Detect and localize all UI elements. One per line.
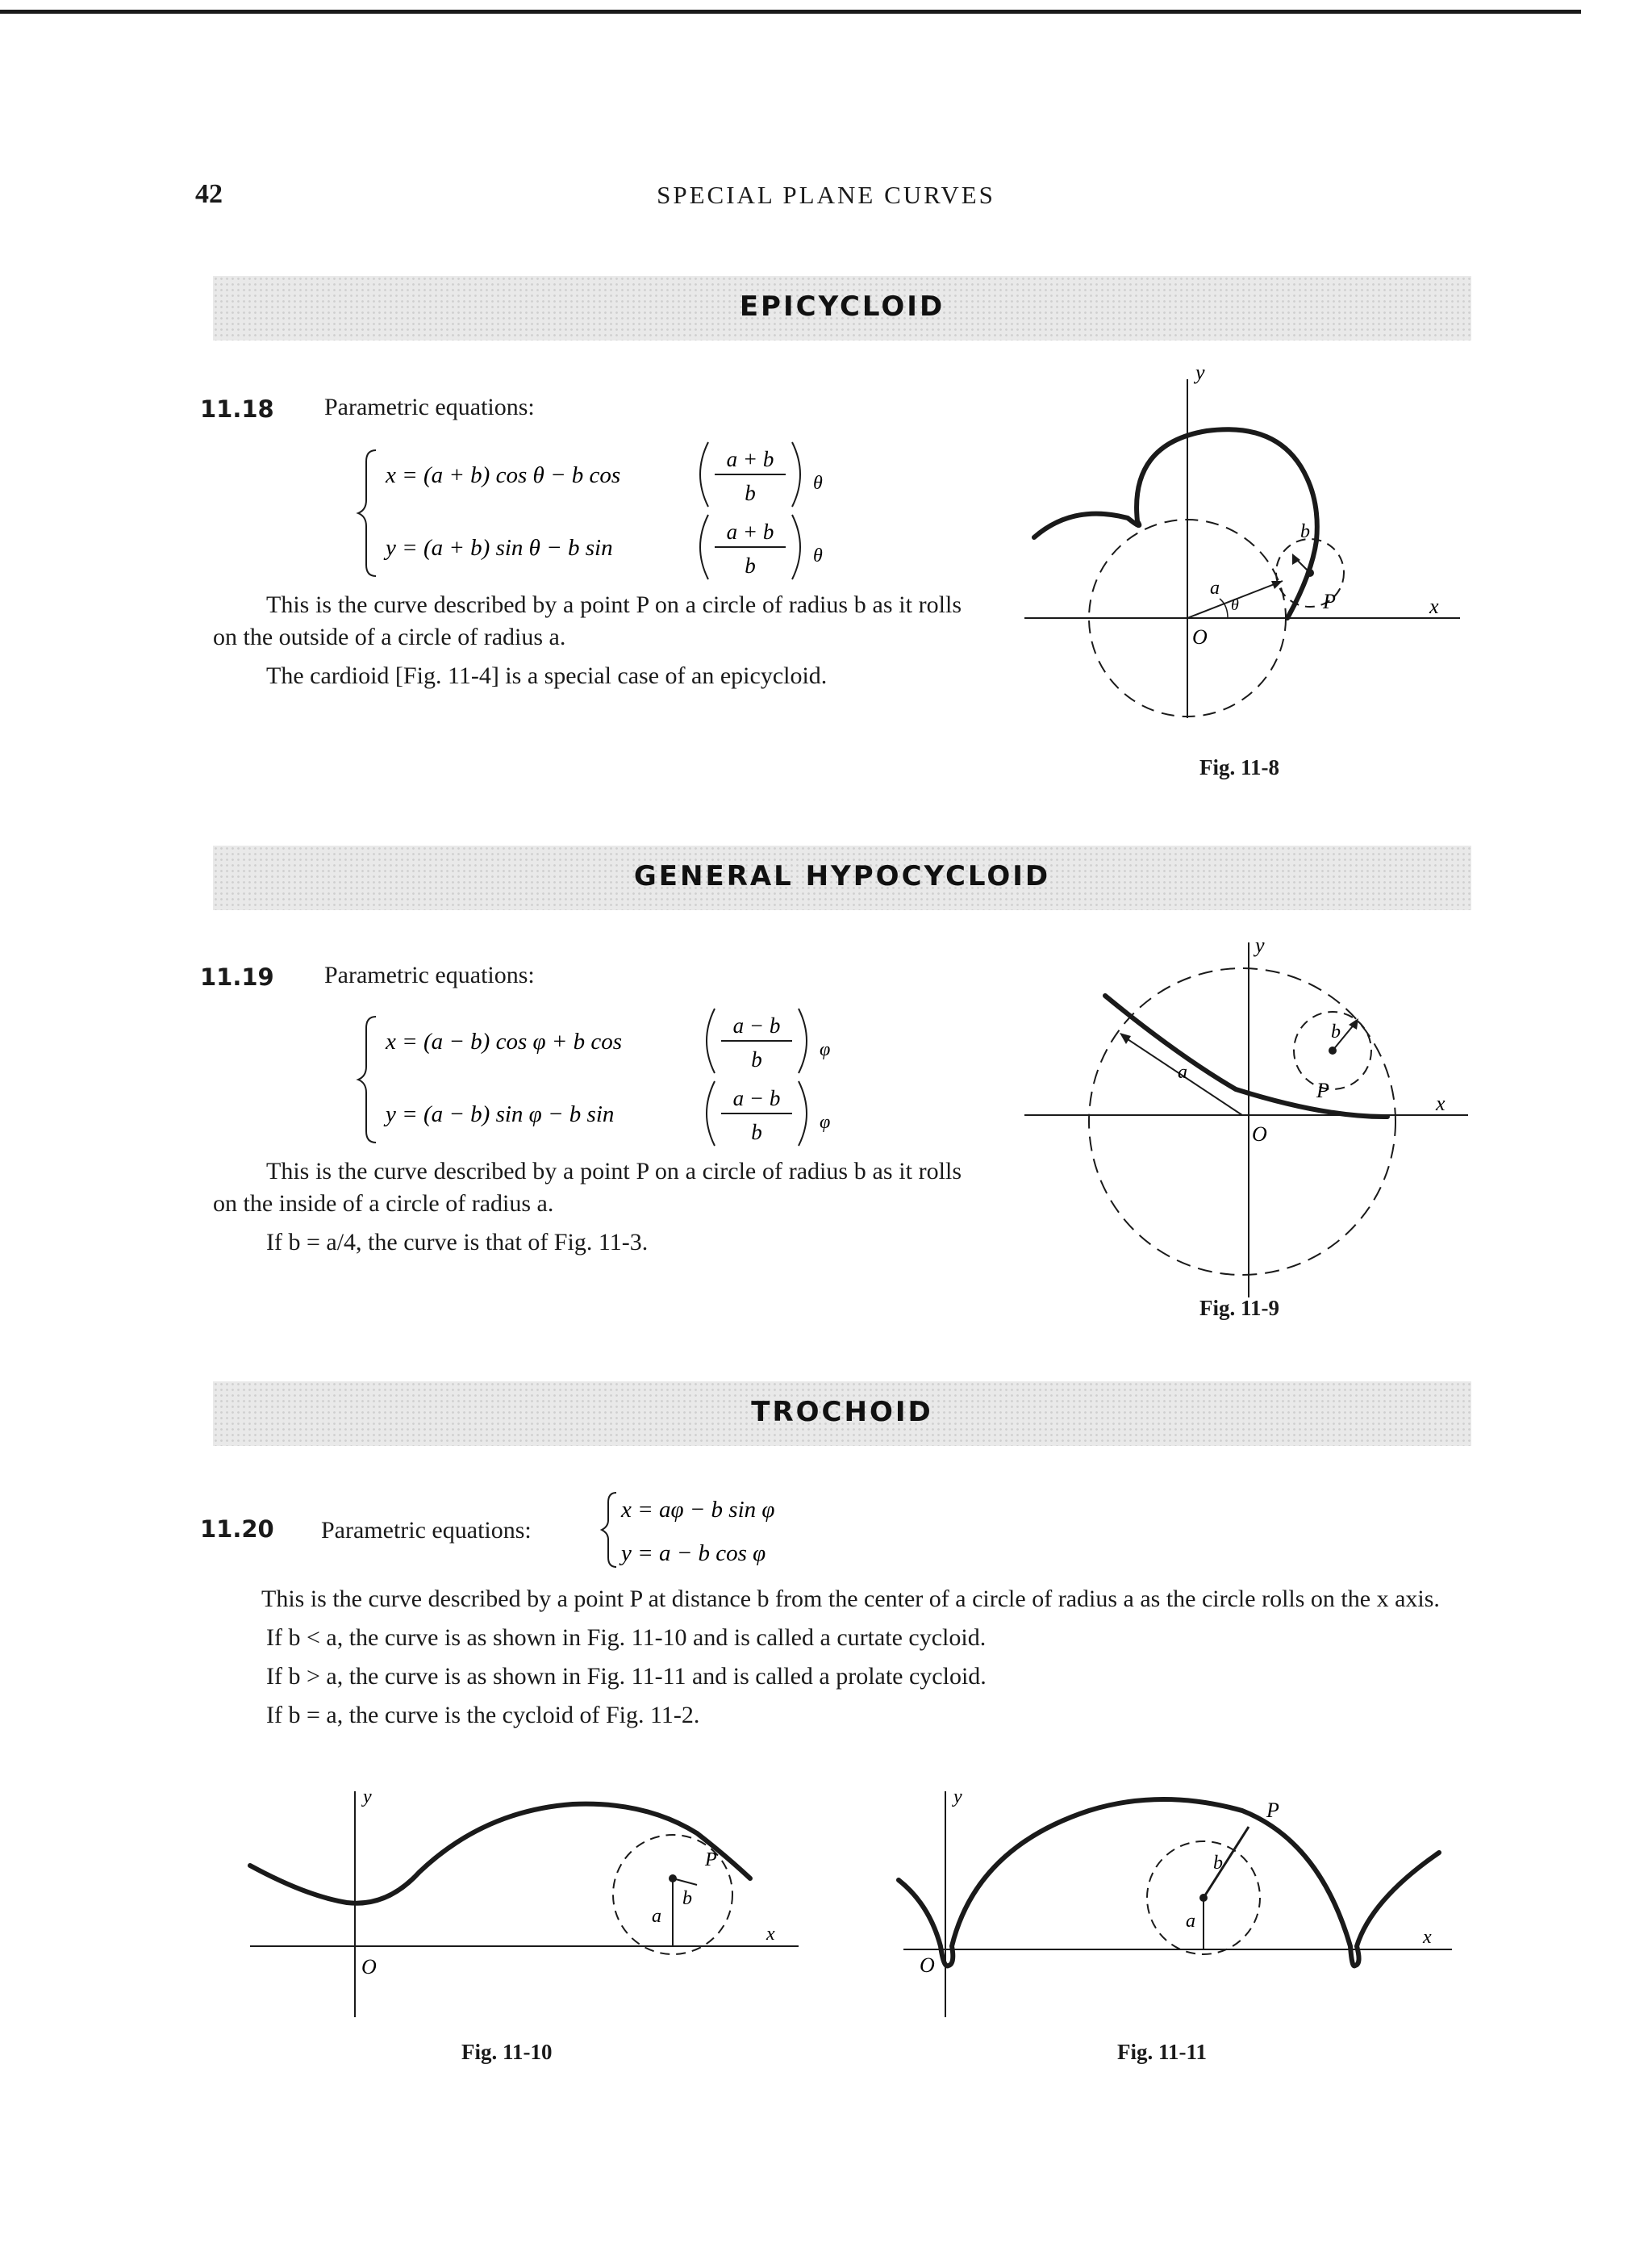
- radius-a-label: a: [1210, 578, 1220, 599]
- axis-label-x: x: [1429, 595, 1439, 618]
- equation-y: y = (a + b) sin θ − b sin: [386, 535, 613, 561]
- equation-y: y = a − b cos φ: [621, 1540, 766, 1566]
- section-band-hypocycloid: [213, 846, 1471, 910]
- section-heading: TROCHOID: [751, 1396, 933, 1428]
- fraction-denominator: b: [751, 1047, 762, 1072]
- radius-b-label: b: [1331, 1022, 1341, 1042]
- top-rule: [0, 10, 1581, 14]
- figure-11-9: [1016, 934, 1500, 1306]
- origin-label: O: [1252, 1122, 1267, 1146]
- fraction-numerator: a − b: [732, 1013, 781, 1038]
- paragraph: This is the curve described by a point P at distance b from the center of a circle of radius a as the circle rolls on the x axis.: [261, 1586, 1440, 1612]
- page-number: 42: [195, 179, 223, 209]
- section-band-trochoid: [213, 1381, 1471, 1446]
- paragraph: If b < a, the curve is as shown in Fig. 11-10 and is called a curtate cycloid.: [266, 1624, 987, 1651]
- axis-label-y: y: [1255, 934, 1265, 957]
- section-heading: EPICYCLOID: [739, 290, 945, 323]
- equation-variable: φ: [820, 1112, 831, 1133]
- origin-label: O: [920, 1953, 935, 1977]
- radius-a-label: a: [652, 1906, 661, 1927]
- equation-y: y = (a − b) sin φ − b sin: [386, 1101, 615, 1127]
- section-number: 11.20: [200, 1515, 274, 1543]
- description-hypocycloid: [213, 1155, 962, 1265]
- running-head: SPECIAL PLANE CURVES: [657, 181, 995, 209]
- equation-label: Parametric equations:: [324, 394, 535, 420]
- radius-b-label: b: [1213, 1853, 1223, 1874]
- figure-11-10: [234, 1775, 815, 2033]
- section-heading: GENERAL HYPOCYCLOID: [633, 860, 1051, 892]
- paragraph: If b = a/4, the curve is that of Fig. 11-3.: [266, 1229, 649, 1256]
- section-band-epicycloid: [213, 276, 1471, 341]
- equation-variable: θ: [813, 473, 823, 494]
- fraction-numerator: a − b: [732, 1086, 781, 1110]
- paragraph: If b = a, the curve is the cycloid of Fig. 11-2.: [266, 1702, 700, 1728]
- point-p-label: P: [705, 1849, 717, 1870]
- figure-11-11: [887, 1775, 1468, 2033]
- equation-variable: φ: [820, 1039, 831, 1060]
- axis-label-y: y: [1195, 363, 1205, 384]
- equation-x: x = (a + b) cos θ − b cos: [386, 462, 621, 488]
- axis-label-x: x: [1436, 1092, 1446, 1115]
- paragraph: If b > a, the curve is as shown in Fig. 11-11 and is called a prolate cycloid.: [266, 1663, 987, 1690]
- paragraph: This is the curve described by a point P on a circle of radius b as it rolls on the inside of a circle of radius a.: [213, 1158, 962, 1217]
- axis-label-y: y: [363, 1786, 372, 1807]
- section-number: 11.19: [200, 963, 274, 991]
- point-p-label: P: [1323, 590, 1336, 613]
- paragraph: This is the curve described by a point P on a circle of radius b as it rolls on the outside of a circle of radius a.: [213, 591, 962, 650]
- origin-label: O: [361, 1955, 377, 1978]
- figure-caption: Fig. 11-11: [1117, 2040, 1208, 2064]
- paragraph: The cardioid [Fig. 11-4] is a special case of an epicycloid.: [266, 662, 828, 689]
- fraction-denominator: b: [751, 1120, 762, 1144]
- equation-x: x = (a − b) cos φ + b cos: [386, 1029, 623, 1055]
- radius-b-label: b: [682, 1888, 692, 1909]
- figure-11-8: [1008, 363, 1508, 726]
- epicycloid-equations: [355, 436, 936, 597]
- hypocycloid-equations: [355, 1002, 936, 1164]
- fraction-numerator: a + b: [726, 447, 774, 471]
- point-p-label: P: [1266, 1799, 1279, 1822]
- description-epicycloid: [213, 589, 962, 699]
- equation-x: x = aφ − b sin φ: [621, 1497, 775, 1523]
- equation-variable: θ: [813, 545, 823, 566]
- figure-caption: Fig. 11-10: [461, 2040, 553, 2064]
- fraction-numerator: a + b: [726, 520, 774, 544]
- description-trochoid: [213, 1583, 1465, 1738]
- equation-label: Parametric equations:: [321, 1517, 532, 1544]
- origin-label: O: [1192, 625, 1208, 649]
- radius-a-label: a: [1178, 1062, 1187, 1083]
- point-p-label: P: [1316, 1079, 1329, 1102]
- section-number: 11.18: [200, 395, 274, 423]
- axis-label-x: x: [766, 1924, 775, 1945]
- trochoid-equations: [597, 1485, 920, 1573]
- fraction-denominator: b: [745, 481, 756, 505]
- angle-theta-label: θ: [1231, 596, 1239, 614]
- radius-a-label: a: [1186, 1911, 1195, 1932]
- axis-label-y: y: [953, 1786, 962, 1807]
- radius-b-label: b: [1300, 521, 1310, 542]
- axis-label-x: x: [1423, 1927, 1432, 1948]
- figure-caption: Fig. 11-9: [1199, 1296, 1279, 1320]
- fraction-denominator: b: [745, 554, 756, 578]
- figure-caption: Fig. 11-8: [1199, 755, 1279, 779]
- equation-label: Parametric equations:: [324, 962, 535, 988]
